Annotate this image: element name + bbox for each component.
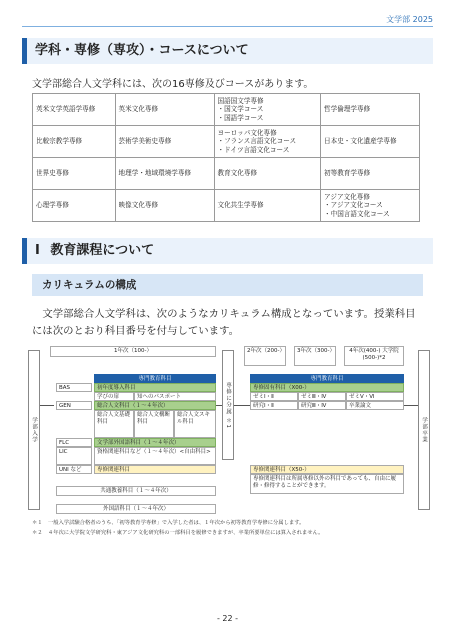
course-cell: 英米文化専修 bbox=[115, 94, 214, 126]
grad-label: 学部卒業 bbox=[418, 350, 430, 510]
course-cell: 哲学倫理学専修 bbox=[321, 94, 420, 126]
gen-kiso: 総合人文基礎科目 bbox=[94, 410, 134, 438]
year3-label: 3年次（300-） bbox=[294, 346, 336, 366]
section2-title-text: 教育課程について bbox=[50, 243, 155, 258]
course-cell: 映像文化専修 bbox=[115, 190, 214, 222]
admit-label: 学部入学 bbox=[28, 350, 40, 510]
course-row bbox=[33, 94, 420, 126]
x50-note: 専修関連科目は所属専修以外の科目であっても、自由に履修・修得することができます。 bbox=[250, 474, 404, 494]
section2-title bbox=[22, 238, 433, 264]
year4-label: 4年次(400-) 大学院(500-)*2 bbox=[344, 346, 404, 366]
course-table bbox=[32, 93, 420, 222]
senmon1-head: 専門教育科目 bbox=[94, 374, 216, 383]
zemi-1: ゼミⅠ・Ⅱ bbox=[250, 392, 298, 401]
x50-main: 専修関連科目（X50-） bbox=[250, 465, 404, 474]
kenkyu-2: 研究Ⅲ・Ⅳ bbox=[298, 401, 346, 410]
arrow-admit bbox=[40, 405, 54, 406]
bas-intro: 初年度導入科目 bbox=[94, 383, 216, 392]
page-number: - 22 - bbox=[216, 614, 239, 623]
lic-main: 資格関連科目など（１～４年次）<自由科目> bbox=[94, 447, 216, 465]
subsection-title: カリキュラムの構成 bbox=[32, 274, 423, 296]
flc-main: 文学部外国語科目（１～４年次） bbox=[94, 438, 216, 447]
flc-label: FLC bbox=[56, 438, 92, 447]
course-cell: 世界史専修 bbox=[33, 158, 116, 190]
kenkyu-1: 研究Ⅰ・Ⅱ bbox=[250, 401, 298, 410]
bas-tobira: 学びの扉 bbox=[94, 392, 134, 401]
note-1: ＊１ 一般入学試験合格者のうち、「初等教育学専修」で入学した者は、１年次から初等教育学専修に分属します。 bbox=[32, 520, 305, 526]
section2-number: I bbox=[35, 243, 40, 258]
year2-label: 2年次（200-） bbox=[244, 346, 286, 366]
body-paragraph: 文学部総合人文学科は、次のようなカリキュラム構成となっています。授業科目には次のとおり科目番号を付与しています。 bbox=[32, 308, 416, 337]
senmon2-head: 専門教育科目 bbox=[250, 374, 404, 383]
common-edu: 共通教養科目（１～４年次） bbox=[56, 486, 216, 496]
header-label: 文学部 2025 bbox=[386, 15, 433, 24]
header-rule bbox=[22, 26, 433, 27]
course-cell: 文化共生学専修 bbox=[214, 190, 321, 222]
x00-main: 専修固有科目（X00-） bbox=[250, 383, 404, 392]
lic-label: LIC bbox=[56, 447, 92, 465]
gen-skill: 総合人文スキル科目 bbox=[174, 410, 216, 438]
gen-oudan: 総合人文構断科目 bbox=[134, 410, 174, 438]
foreign-lang: 外国語科目（１～４年次） bbox=[56, 504, 216, 514]
thesis: 卒業論文 bbox=[346, 401, 404, 410]
course-cell: 芸術学美術史専修 bbox=[115, 126, 214, 158]
course-row bbox=[33, 190, 420, 222]
bas-label: BAS bbox=[56, 383, 92, 392]
course-row bbox=[33, 126, 420, 158]
section-lead: 文学部総合人文学科には、次の16専修及びコースがあります。 bbox=[32, 79, 314, 90]
uni-label: UNI など bbox=[56, 465, 92, 474]
course-cell: 国語国文学専修 ・国文学コース ・国語学コース bbox=[214, 94, 321, 126]
arrow-from-select bbox=[234, 405, 250, 406]
course-cell: ヨーロッパ文化専修 ・フランス言語文化コース ・ドイツ言語文化コース bbox=[214, 126, 321, 158]
course-cell: 英米文学英語学専修 bbox=[33, 94, 116, 126]
section-title: 学科・専修（専攻）・コースについて bbox=[22, 38, 433, 64]
gen-main: 総合人文科目（１～４年次） bbox=[94, 401, 216, 410]
select-label: 専修に分属 ＊1 bbox=[222, 350, 234, 460]
course-cell: 比較宗教学専修 bbox=[33, 126, 116, 158]
year1-label: 1年次（100-） bbox=[50, 346, 216, 357]
gen-label: GEN bbox=[56, 401, 92, 410]
arrow-to-select bbox=[216, 405, 222, 406]
uni-main: 専修関連科目 bbox=[94, 465, 216, 474]
course-cell: 教育文化専修 bbox=[214, 158, 321, 190]
course-cell: 日本史・文化遺産学専修 bbox=[321, 126, 420, 158]
zemi-2: ゼミⅢ・Ⅳ bbox=[298, 392, 346, 401]
course-cell: 地理学・地域環境学専修 bbox=[115, 158, 214, 190]
course-cell: アジア文化専修 ・アジア文化コース ・中国言語文化コース bbox=[321, 190, 420, 222]
course-cell: 心理学専修 bbox=[33, 190, 116, 222]
course-cell: 初等教育学専修 bbox=[321, 158, 420, 190]
arrow-grad bbox=[404, 405, 418, 406]
note-2: ＊２ ４年次に大学院文学研究科・東アジア文化研究科の一部科目を履修できますが、卒業所要単位には算入されません。 bbox=[32, 530, 324, 536]
zemi-3: ゼミⅤ・Ⅵ bbox=[346, 392, 404, 401]
course-row bbox=[33, 158, 420, 190]
bas-passport: 知へのパスポート bbox=[134, 392, 216, 401]
